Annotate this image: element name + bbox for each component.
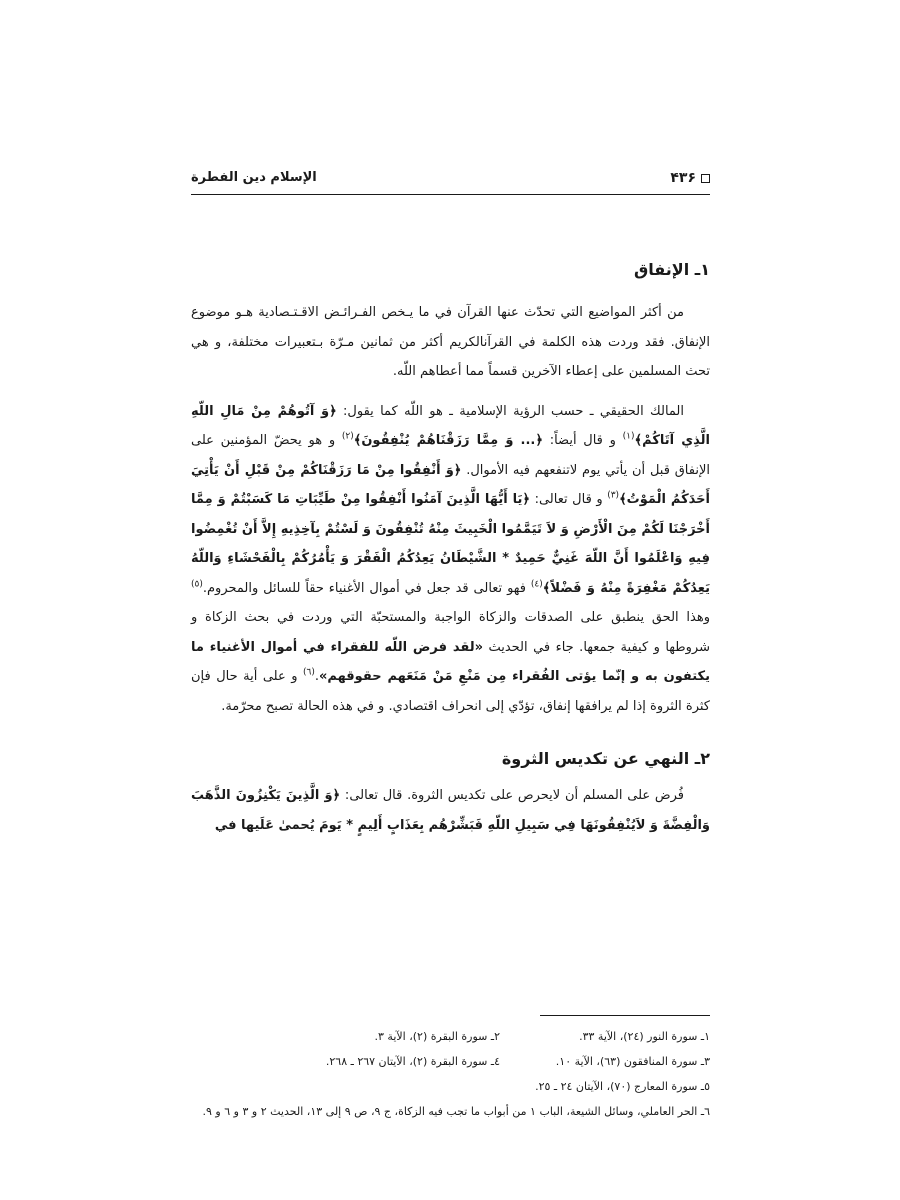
text-run: و هو يحضّ المؤمنين على الإنفاق قبل أن يأتي يوم لاتنفعهم فيه الأموال. xyxy=(191,433,710,478)
quran-verse: ﴿وَ آتُوهُمْ مِنْ مَالِ اللّهِ الَّذِي آتَاكُمْ﴾ xyxy=(191,403,710,448)
quran-verse: ﴿يَا أَيُّهَا الَّذِينَ آمَنُوا أَنْفِقُوا مِنْ طَيِّبَاتِ مَا كَسَبْتُمْ وَ مِمَّا أَخْرَجْنَا لَكُمْ مِنَ الْأَرْضِ وَ لاَ تَيَمَّمُوا الْخَبِيثَ مِنْهُ تُنْفِقُونَ وَ لَسْتُمْ بِآخِذِيهِ إِلاَّ أَنْ تُغْمِضُوا فِيهِ وَاعْلَمُوا أَنَّ اللّهَ غَنِيٌّ حَمِيدٌ * الشَّيْطَانُ يَعِدُكُمُ الْفَقْرَ وَ يَأْمُرُكُمْ بِالْفَحْشَاءِ وَاللّهُ يَعِدُكُمْ مَغْفِرَةً مِنْهُ وَ فَضْلاً﴾ xyxy=(191,492,710,596)
quran-verse: ﴿... وَ مِمَّا رَزَقْنَاهُمْ يُنْفِقُونَ﴾ xyxy=(353,433,543,448)
main-text xyxy=(191,256,710,840)
footnote-row xyxy=(191,1049,710,1074)
footnote-ref: (٤) xyxy=(530,579,543,590)
footnote-ref: (٥) xyxy=(191,579,203,590)
footnote-divider xyxy=(540,1015,710,1016)
quran-verse: ﴿وَ أَنْفِقُوا مِنْ مَا رَزَقْنَاكُمْ مِنْ قَبْلِ أَنْ يَأْتِيَ أَحَدَكُمُ الْمَوْتُ﴾ xyxy=(191,462,710,507)
text-run: و قال أيضاً: xyxy=(542,433,623,448)
section-heading-hoarding: ٢ـ النهي عن تكديس الثروة xyxy=(501,749,710,768)
square-marker-icon xyxy=(701,174,710,183)
footnote-row xyxy=(191,1024,710,1049)
section-heading-infaq: ١ـ الإنفاق xyxy=(633,260,710,279)
footnote-ref: (٦) xyxy=(302,667,315,678)
paragraph-3 xyxy=(191,781,710,840)
page-number-block xyxy=(670,170,710,186)
footnote-ref: (٢) xyxy=(341,431,354,442)
footnotes xyxy=(191,1024,710,1124)
book-title: الإسلام دين الفطرة xyxy=(191,170,317,185)
text-run: المالك الحقيقي ـ حسب الرؤية الإسلامية ـ هو اللّه كما يقول: xyxy=(336,403,684,419)
header-divider xyxy=(191,194,710,195)
footnote-ref: (٣) xyxy=(607,490,620,501)
text-run: فُرض على المسلم أن لايحرص على تكديس الثروة. قال تعالى: xyxy=(340,788,684,803)
hadith-quote: «لقد فرض اللّه للفقراء في أموال الأغنياء ما يكتفون به و إنّما يؤتى الفُقراء مِن مَنْعِ مَنْ مَنَعَهم حقوقهم» xyxy=(191,639,710,684)
footnote-3: ٣ـ سورة المنافقون (٦٣)، الآية ١٠. xyxy=(555,1055,710,1068)
page-number: ۴۳۶ xyxy=(670,170,696,186)
footnote-6: ٦ـ الحر العاملي، وسائل الشيعة، الباب ١ من أبواب ما تجب فيه الزكاة، ج ٩، ص ٩ إلى ١٣، الحديث ٢ و ٣ و ٦ و ٩. xyxy=(202,1105,710,1118)
running-header xyxy=(191,166,710,192)
text-run: فهو تعالى قد جعل في أموال الأغنياء حقاً للسائل والمحروم. xyxy=(202,580,531,596)
footnote-4: ٤ـ سورة البقرة (٢)، الآيتان ٢٦٧ ـ ٢٦٨. xyxy=(325,1055,500,1068)
paragraph-2 xyxy=(191,397,710,722)
paragraph-1: من أكثر المواضيع التي تحدّث عنها القرآن في ما يـخص الفـرائـض الاقـتـصادية هـو موضوع الإنفاق. فقد وردت هذه الكلمة في القرآنالكريم أكثر من ثمانين مـرّة بـتعبيرات مختلفة، و هي تحث المسلمين على إعطاء الآخرين قسماً مما أعطاهم اللّه. xyxy=(191,305,710,379)
text-run: و قال تعالى: xyxy=(530,492,608,507)
footnote-ref: (١) xyxy=(622,431,635,442)
text-run: و على أية حال فإن كثرة الثروة إذا لم يرافقها إنفاق، تؤدّي إلى انحراف اقتصادي. و في هذه الحالة تصبح محرّمة. xyxy=(191,669,710,714)
text-run: . xyxy=(314,669,319,684)
text-run: وهذا الحق ينطبق على الصدقات والزكاة الواجبة والمستحبّة التي وردت في بحث الزكاة و شروطها و كيفية جمعها. جاء في الحديث xyxy=(191,610,710,655)
footnote-1: ١ـ سورة النور (٢٤)، الآية ٣٣. xyxy=(579,1030,710,1043)
quran-verse: ﴿وَ الَّذِينَ يَكْنِزُونَ الذَّهَبَ وَالْفِضَّةَ وَ لاَيُنْفِقُونَهَا فِي سَبِيلِ اللّهِ فَبَشِّرْهُم بِعَذَابٍ أَلِيمٍ * يَومَ يُحمىٰ عَلَيها في xyxy=(191,788,710,833)
footnote-2: ٢ـ سورة البقرة (٢)، الآية ٣. xyxy=(374,1030,500,1043)
footnote-5: ٥ـ سورة المعارج (٧٠)، الآيتان ٢٤ ـ ٢٥. xyxy=(535,1080,710,1093)
